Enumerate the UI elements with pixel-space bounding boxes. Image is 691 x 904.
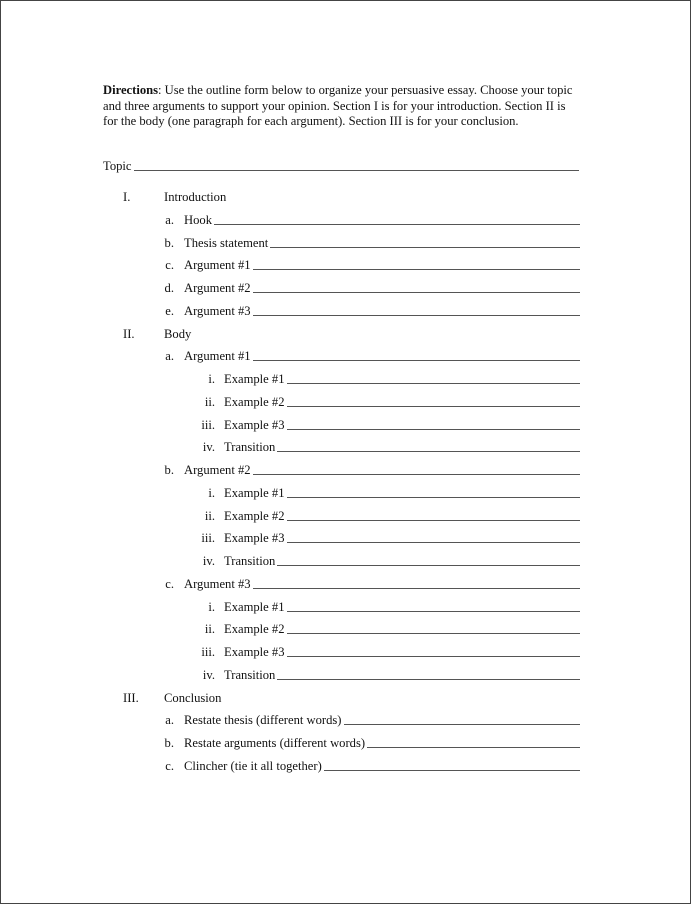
subitem-label: Example #1 [224,486,285,500]
subitem-answer-line[interactable] [287,520,580,521]
item-label: Argument #1 [184,258,251,272]
outline-subitem [197,370,580,386]
topic-answer-line[interactable] [134,170,580,171]
item-label: Restate thesis (different words) [184,713,342,727]
item-label: Argument #2 [184,281,251,295]
subitem-answer-line[interactable] [287,656,580,657]
section-heading [123,188,226,204]
topic-label: Topic [103,159,132,173]
item-answer-line[interactable] [214,224,580,225]
item-marker: e. [165,304,174,318]
subitem-answer-line[interactable] [287,429,580,430]
subitem-answer-line[interactable] [287,497,580,498]
subitem-label: Example #1 [224,600,285,614]
outline-subitem [197,643,580,659]
subitem-answer-line[interactable] [277,679,580,680]
subitem-answer-line[interactable] [277,565,580,566]
item-answer-line[interactable] [253,315,580,316]
subitem-marker: ii. [204,509,215,523]
outline-item [161,302,580,318]
section-title: Conclusion [164,691,222,705]
item-answer-line[interactable] [253,360,580,361]
outline-item [161,575,580,591]
item-answer-line[interactable] [253,588,580,589]
section-numeral: I. [123,190,131,204]
subitem-label: Transition [224,668,276,682]
subitem-label: Example #3 [224,418,285,432]
directions-heading: Directions [103,83,159,97]
outline-item [161,256,580,272]
item-answer-line[interactable] [270,247,580,248]
outline-subitem [197,438,580,454]
section-numeral: III. [123,691,139,705]
outline-subitem [197,529,580,545]
subitem-label: Example #1 [224,372,285,386]
directions-paragraph [103,83,579,130]
outline-subitem [197,484,580,500]
outline-subitem [197,620,580,636]
outline-subitem [197,666,580,682]
subitem-answer-line[interactable] [277,451,580,452]
subitem-marker: i. [208,600,215,614]
outline-subitem [197,507,580,523]
outline-item [161,734,580,750]
outline-subitem [197,598,580,614]
subitem-marker: i. [208,372,215,386]
subitem-label: Transition [224,554,276,568]
outline-item [161,711,580,727]
item-label: Argument #3 [184,304,251,318]
item-label: Argument #2 [184,463,251,477]
item-marker: a. [165,349,174,363]
subitem-answer-line[interactable] [287,383,580,384]
item-marker: d. [164,281,174,295]
outline-subitem [197,416,580,432]
item-marker: c. [165,577,174,591]
subitem-answer-line[interactable] [287,611,580,612]
item-marker: a. [165,713,174,727]
outline-item [161,279,580,295]
item-label: Argument #3 [184,577,251,591]
subitem-label: Example #2 [224,622,285,636]
item-label: Argument #1 [184,349,251,363]
subitem-label: Example #2 [224,395,285,409]
outline-item [161,461,580,477]
item-answer-line[interactable] [253,292,580,293]
subitem-marker: iii. [201,645,215,659]
subitem-marker: ii. [204,622,215,636]
subitem-answer-line[interactable] [287,633,580,634]
outline-subitem [197,393,580,409]
subitem-answer-line[interactable] [287,406,580,407]
outline-item [161,234,580,250]
item-answer-line[interactable] [253,474,580,475]
item-label: Thesis statement [184,236,269,250]
item-answer-line[interactable] [344,724,581,725]
section-heading [123,689,221,705]
item-marker: b. [164,236,174,250]
subitem-marker: iii. [201,418,215,432]
subitem-label: Example #3 [224,531,285,545]
subitem-marker: iii. [201,531,215,545]
item-answer-line[interactable] [324,770,580,771]
outline-item [161,347,580,363]
subitem-marker: ii. [204,395,215,409]
subitem-marker: iv. [202,668,215,682]
item-marker: b. [164,463,174,477]
item-label: Hook [184,213,212,227]
item-marker: b. [164,736,174,750]
item-answer-line[interactable] [367,747,580,748]
item-marker: c. [165,258,174,272]
subitem-label: Transition [224,440,276,454]
section-title: Introduction [164,190,227,204]
item-marker: a. [165,213,174,227]
outline-item [161,757,580,773]
outline-item [161,211,580,227]
subitem-marker: i. [208,486,215,500]
item-label: Restate arguments (different words) [184,736,366,750]
section-heading [123,325,191,341]
item-label: Clincher (tie it all together) [184,759,322,773]
subitem-marker: iv. [202,554,215,568]
outline-subitem [197,552,580,568]
item-marker: c. [165,759,174,773]
subitem-marker: iv. [202,440,215,454]
topic-row [103,157,579,173]
section-title: Body [164,327,192,341]
subitem-answer-line[interactable] [287,542,580,543]
section-numeral: II. [123,327,135,341]
subitem-label: Example #3 [224,645,285,659]
item-answer-line[interactable] [253,269,580,270]
subitem-label: Example #2 [224,509,285,523]
directions-text: : Use the outline form below to organize your persuasive essay. Choose your topic and three arguments to support your opinion. Section I is for your introduction. Section II is for the body (one paragraph for each argument). Section III is for your conclusion. [103,83,573,128]
